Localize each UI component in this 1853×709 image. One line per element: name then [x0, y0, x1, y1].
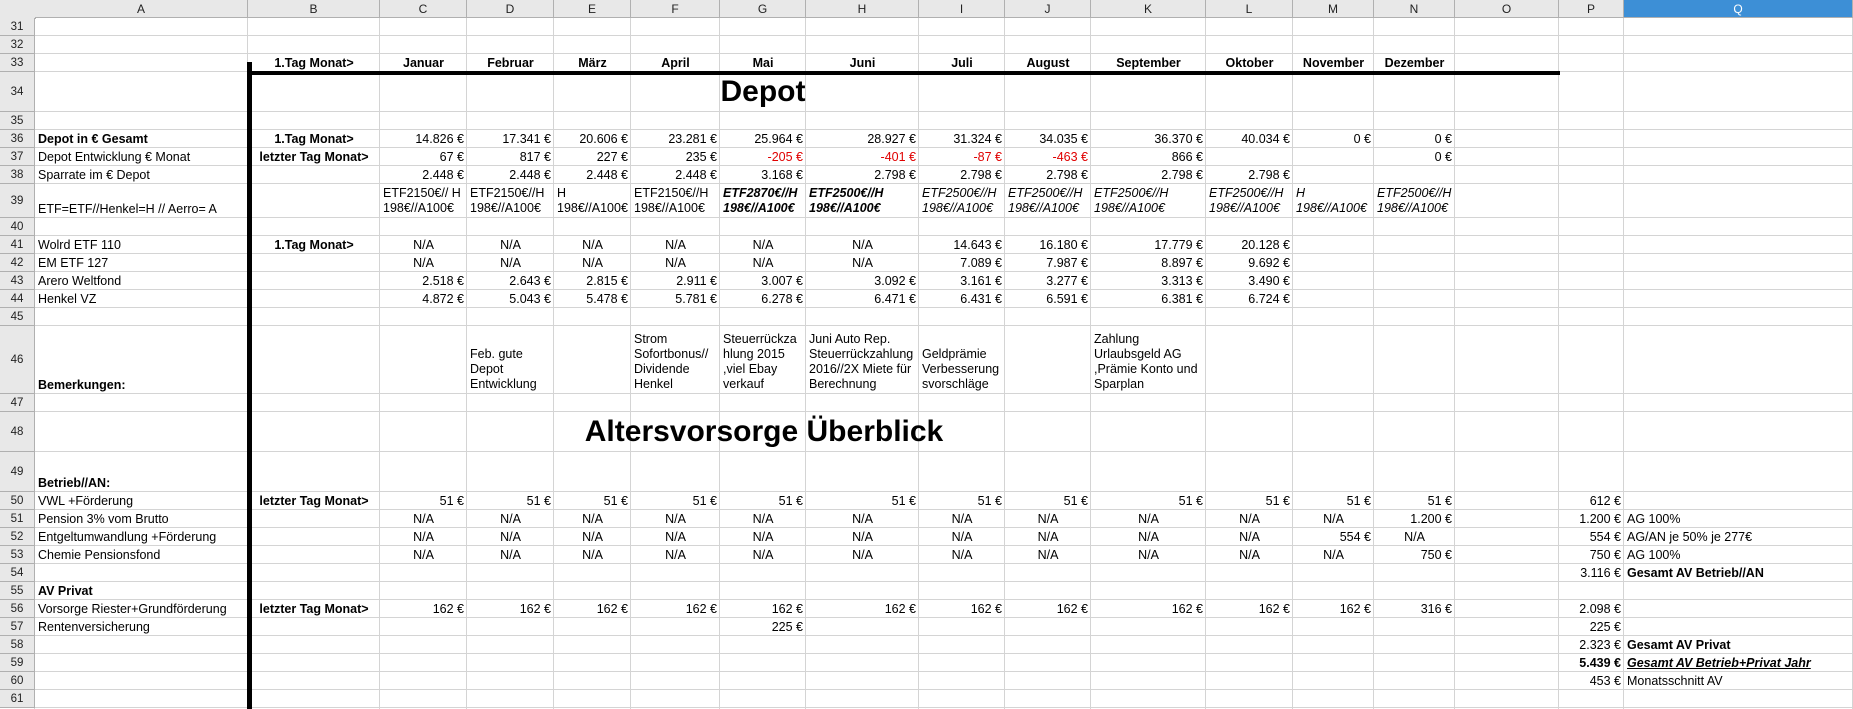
cell-g37[interactable]: -205 €	[767, 150, 803, 164]
month-header-9[interactable]: September	[1116, 56, 1181, 70]
cell-m36[interactable]: 0 €	[1353, 132, 1371, 146]
cell-f46[interactable]: Strom Sofortbonus// Dividende Henkel	[634, 332, 709, 391]
thick-border-horizontal	[250, 71, 1560, 75]
cell-d41[interactable]: N/A	[500, 238, 521, 252]
cell-j51[interactable]: N/A	[1037, 512, 1059, 526]
cell-f37[interactable]: 235 €	[685, 150, 717, 164]
cell-m39[interactable]: H 198€//A100€	[1296, 186, 1367, 215]
cell-i42[interactable]: 7.089 €	[960, 256, 1002, 270]
cell-j39[interactable]: ETF2500€//H 198€//A100€	[1008, 186, 1083, 215]
cell-h37[interactable]: -401 €	[880, 150, 916, 164]
row-header-59[interactable]: 59	[0, 654, 35, 672]
cell-l52[interactable]: N/A	[1239, 530, 1260, 544]
cell-c38[interactable]: 2.448 €	[422, 168, 464, 182]
row-header-49[interactable]: 49	[0, 452, 35, 492]
summary-p59[interactable]: 5.439 €	[1579, 656, 1621, 670]
row-header-37[interactable]: 37	[0, 148, 35, 166]
cell-d56[interactable]: 162 €	[519, 602, 551, 616]
cell-d36[interactable]: 17.341 €	[502, 132, 551, 146]
row-header-46[interactable]: 46	[0, 326, 35, 394]
cell-k56[interactable]: 162 €	[1171, 602, 1203, 616]
cell-f51[interactable]: N/A	[665, 512, 686, 526]
cell-l56[interactable]: 162 €	[1258, 602, 1290, 616]
column-header-c[interactable]: C	[380, 0, 467, 18]
altersvorsorge-title: Altersvorsorge Überblick	[584, 415, 944, 448]
cell-g41[interactable]: N/A	[752, 238, 774, 252]
summary-q58[interactable]: Gesamt AV Privat	[1627, 638, 1731, 652]
summary-p56[interactable]: 2.098 €	[1579, 602, 1621, 616]
row-header-41[interactable]: 41	[0, 236, 35, 254]
cell-g44[interactable]: 6.278 €	[761, 292, 803, 306]
row-header-42[interactable]: 42	[0, 254, 35, 272]
row-header-51[interactable]: 51	[0, 510, 35, 528]
cell-c36[interactable]: 14.826 €	[415, 132, 464, 146]
cell-d43[interactable]: 2.643 €	[509, 274, 551, 288]
cell-l51[interactable]: N/A	[1239, 512, 1260, 526]
cell-f39[interactable]: ETF2150€//H 198€//A100€	[634, 186, 709, 215]
cell-k43[interactable]: 3.313 €	[1161, 274, 1203, 288]
cell-i38[interactable]: 2.798 €	[960, 168, 1002, 182]
label-b41[interactable]: 1.Tag Monat>	[274, 238, 354, 252]
cell-l50[interactable]: 51 €	[1265, 494, 1290, 508]
summary-q52[interactable]: AG/AN je 50% je 277€	[1627, 530, 1753, 544]
cell-k38[interactable]: 2.798 €	[1161, 168, 1203, 182]
column-header-p[interactable]: P	[1559, 0, 1624, 18]
cell-g36[interactable]: 25.964 €	[754, 132, 803, 146]
row-header-47[interactable]: 47	[0, 394, 35, 412]
cell-g52[interactable]: N/A	[752, 530, 774, 544]
cell-l42[interactable]: 9.692 €	[1248, 256, 1290, 270]
cell-f52[interactable]: N/A	[665, 530, 686, 544]
cell-j56[interactable]: 162 €	[1056, 602, 1088, 616]
summary-q54[interactable]: Gesamt AV Betrieb//AN	[1627, 566, 1764, 580]
row-header-55[interactable]: 55	[0, 582, 35, 600]
month-header-1[interactable]: Januar	[403, 56, 444, 70]
label-b37[interactable]: letzter Tag Monat>	[259, 150, 369, 164]
cell-l41[interactable]: 20.128 €	[1241, 238, 1290, 252]
cell-h50[interactable]: 51 €	[891, 494, 916, 508]
cell-e39[interactable]: H 198€//A100€	[557, 186, 628, 215]
cell-g42[interactable]: N/A	[752, 256, 774, 270]
cell-f38[interactable]: 2.448 €	[675, 168, 717, 182]
summary-p54[interactable]: 3.116 €	[1580, 566, 1621, 580]
cell-j36[interactable]: 34.035 €	[1039, 132, 1088, 146]
cell-c53[interactable]: N/A	[413, 548, 434, 562]
cell-i43[interactable]: 3.161 €	[960, 274, 1002, 288]
label-a56[interactable]: Vorsorge Riester+Grundförderung	[38, 602, 227, 616]
row-header-50[interactable]: 50	[0, 492, 35, 510]
cell-c42[interactable]: N/A	[413, 256, 434, 270]
cell-d44[interactable]: 5.043 €	[509, 292, 551, 306]
cell-h38[interactable]: 2.798 €	[874, 168, 916, 182]
cell-e52[interactable]: N/A	[582, 530, 603, 544]
cell-h43[interactable]: 3.092 €	[874, 274, 916, 288]
summary-p57[interactable]: 225 €	[1589, 620, 1621, 634]
label-a37[interactable]: Depot Entwicklung € Monat	[38, 150, 191, 164]
column-header-l[interactable]: L	[1206, 0, 1293, 18]
month-header-12[interactable]: Dezember	[1384, 56, 1445, 70]
month-header-11[interactable]: November	[1302, 56, 1365, 70]
cell-h51[interactable]: N/A	[852, 512, 873, 526]
cell-n39[interactable]: ETF2500€//H 198€//A100€	[1377, 186, 1452, 215]
column-header-b[interactable]: B	[248, 0, 380, 18]
month-header-10[interactable]: Oktober	[1225, 56, 1274, 70]
summary-p53[interactable]: 750 €	[1589, 548, 1621, 562]
label-a51[interactable]: Pension 3% vom Brutto	[38, 512, 169, 526]
cell-k37[interactable]: 866 €	[1171, 150, 1203, 164]
label-a42[interactable]: EM ETF 127	[38, 256, 109, 270]
cell-c44[interactable]: 4.872 €	[422, 292, 464, 306]
cell-g53[interactable]: N/A	[752, 548, 774, 562]
column-header-d[interactable]: D	[467, 0, 554, 18]
row-header-32[interactable]: 32	[0, 36, 35, 54]
row-header-53[interactable]: 53	[0, 546, 35, 564]
row-header-60[interactable]: 60	[0, 672, 35, 690]
row-header-39[interactable]: 39	[0, 184, 35, 218]
cell-j52[interactable]: N/A	[1037, 530, 1059, 544]
cell-c50[interactable]: 51 €	[439, 494, 464, 508]
cell-m51[interactable]: N/A	[1323, 512, 1344, 526]
column-header-k[interactable]: K	[1091, 0, 1206, 18]
row-header-57[interactable]: 57	[0, 618, 35, 636]
summary-p52[interactable]: 554 €	[1589, 530, 1621, 544]
label-a55[interactable]: AV Privat	[38, 584, 93, 598]
column-header-h[interactable]: H	[806, 0, 919, 18]
summary-q53[interactable]: AG 100%	[1627, 548, 1681, 562]
cell-j42[interactable]: 7.987 €	[1046, 256, 1088, 270]
row-header-43[interactable]: 43	[0, 272, 35, 290]
column-header-o[interactable]: O	[1455, 0, 1559, 18]
cell-g46[interactable]: Steuerrückza hlung 2015 ,viel Ebay verkauf	[723, 332, 797, 391]
row-header-36[interactable]: 36	[0, 130, 35, 148]
cell-g56[interactable]: 162 €	[771, 602, 803, 616]
column-header-i[interactable]: I	[919, 0, 1005, 18]
cell-b33-header[interactable]: 1.Tag Monat>	[274, 56, 354, 70]
cell-i50[interactable]: 51 €	[977, 494, 1002, 508]
cell-i36[interactable]: 31.324 €	[953, 132, 1002, 146]
row-header-40[interactable]: 40	[0, 218, 35, 236]
cell-e38[interactable]: 2.448 €	[586, 168, 628, 182]
cell-g57[interactable]: 225 €	[771, 620, 803, 634]
cell-m50[interactable]: 51 €	[1346, 494, 1371, 508]
cell-h44[interactable]: 6.471 €	[874, 292, 916, 306]
cell-k53[interactable]: N/A	[1138, 548, 1159, 562]
cell-n50[interactable]: 51 €	[1427, 494, 1452, 508]
cell-c41[interactable]: N/A	[413, 238, 434, 252]
cell-h56[interactable]: 162 €	[884, 602, 916, 616]
cell-d42[interactable]: N/A	[500, 256, 521, 270]
cell-h36[interactable]: 28.927 €	[867, 132, 916, 146]
cell-j43[interactable]: 3.277 €	[1046, 274, 1088, 288]
cell-k41[interactable]: 17.779 €	[1154, 238, 1203, 252]
cell-k36[interactable]: 36.370 €	[1154, 132, 1203, 146]
cell-g38[interactable]: 3.168 €	[761, 168, 803, 182]
cell-e44[interactable]: 5.478 €	[586, 292, 628, 306]
column-header-j[interactable]: J	[1005, 0, 1091, 18]
cell-c39[interactable]: ETF2150€// H 198€//A100€	[383, 186, 461, 215]
cell-j38[interactable]: 2.798 €	[1046, 168, 1088, 182]
row-header-31[interactable]: 31	[0, 18, 35, 36]
cell-l43[interactable]: 3.490 €	[1248, 274, 1290, 288]
cell-c43[interactable]: 2.518 €	[422, 274, 464, 288]
row-header-33[interactable]: 33	[0, 54, 35, 72]
month-header-5[interactable]: Mai	[752, 56, 774, 70]
column-header-f[interactable]: F	[631, 0, 720, 18]
cell-e37[interactable]: 227 €	[596, 150, 628, 164]
row-header-35[interactable]: 35	[0, 112, 35, 130]
column-header-e[interactable]: E	[554, 0, 631, 18]
summary-q60[interactable]: Monatsschnitt AV	[1627, 674, 1723, 688]
cell-m53[interactable]: N/A	[1323, 548, 1344, 562]
label-b56[interactable]: letzter Tag Monat>	[259, 602, 369, 616]
cell-h53[interactable]: N/A	[852, 548, 873, 562]
cell-f36[interactable]: 23.281 €	[668, 132, 717, 146]
column-header-q[interactable]: Q	[1624, 0, 1853, 18]
month-header-4[interactable]: April	[661, 56, 690, 70]
label-b50[interactable]: letzter Tag Monat>	[259, 494, 369, 508]
cell-i51[interactable]: N/A	[951, 512, 973, 526]
cell-e53[interactable]: N/A	[582, 548, 603, 562]
cell-e43[interactable]: 2.815 €	[586, 274, 628, 288]
cell-i56[interactable]: 162 €	[970, 602, 1002, 616]
cell-i41[interactable]: 14.643 €	[953, 238, 1002, 252]
cell-d38[interactable]: 2.448 €	[509, 168, 551, 182]
label-a53[interactable]: Chemie Pensionsfond	[38, 548, 161, 562]
row-header-56[interactable]: 56	[0, 600, 35, 618]
month-header-8[interactable]: August	[1026, 56, 1070, 70]
cell-h42[interactable]: N/A	[852, 256, 873, 270]
cell-d51[interactable]: N/A	[500, 512, 521, 526]
row-header-38[interactable]: 38	[0, 166, 35, 184]
cell-i46[interactable]: Geldprämie Verbesserung svorschläge	[922, 347, 1000, 391]
summary-p50[interactable]: 612 €	[1589, 494, 1621, 508]
cell-e50[interactable]: 51 €	[603, 494, 628, 508]
cell-g51[interactable]: N/A	[752, 512, 774, 526]
cell-i52[interactable]: N/A	[951, 530, 973, 544]
cell-k42[interactable]: 8.897 €	[1161, 256, 1203, 270]
row-header-52[interactable]: 52	[0, 528, 35, 546]
cell-g39[interactable]: ETF2870€//H 198€//A100€	[723, 186, 798, 215]
cell-e42[interactable]: N/A	[582, 256, 603, 270]
cell-g43[interactable]: 3.007 €	[761, 274, 803, 288]
cell-n52[interactable]: N/A	[1404, 530, 1425, 544]
cell-n37[interactable]: 0 €	[1434, 150, 1452, 164]
cell-f56[interactable]: 162 €	[685, 602, 717, 616]
cell-n51[interactable]: 1.200 €	[1410, 512, 1452, 526]
select-all-corner[interactable]	[0, 0, 36, 19]
month-header-3[interactable]: März	[578, 56, 607, 70]
cell-j41[interactable]: 16.180 €	[1039, 238, 1088, 252]
cell-h39[interactable]: ETF2500€//H 198€//A100€	[809, 186, 884, 215]
cell-d46[interactable]: Feb. gute Depot Entwicklung	[470, 347, 537, 391]
column-header-n[interactable]: N	[1374, 0, 1455, 18]
cell-j50[interactable]: 51 €	[1063, 494, 1088, 508]
cell-e51[interactable]: N/A	[582, 512, 603, 526]
cell-l53[interactable]: N/A	[1239, 548, 1260, 562]
cell-c37[interactable]: 67 €	[439, 150, 464, 164]
cell-d50[interactable]: 51 €	[526, 494, 551, 508]
row-header-34[interactable]: 34	[0, 72, 35, 112]
cell-e36[interactable]: 20.606 €	[579, 132, 628, 146]
cell-i44[interactable]: 6.431 €	[960, 292, 1002, 306]
cell-h52[interactable]: N/A	[852, 530, 873, 544]
cell-f42[interactable]: N/A	[665, 256, 686, 270]
cell-l38[interactable]: 2.798 €	[1248, 168, 1290, 182]
label-a50[interactable]: VWL +Förderung	[38, 494, 134, 508]
cell-n53[interactable]: 750 €	[1420, 548, 1452, 562]
cell-d37[interactable]: 817 €	[519, 150, 551, 164]
cell-k51[interactable]: N/A	[1138, 512, 1159, 526]
row-header-45[interactable]: 45	[0, 308, 35, 326]
summary-p58[interactable]: 2.323 €	[1579, 638, 1621, 652]
row-header-48[interactable]: 48	[0, 412, 35, 452]
cell-f44[interactable]: 5.781 €	[675, 292, 717, 306]
cell-j44[interactable]: 6.591 €	[1046, 292, 1088, 306]
cell-f43[interactable]: 2.911 €	[676, 274, 717, 288]
cell-k52[interactable]: N/A	[1138, 530, 1159, 544]
cell-l36[interactable]: 40.034 €	[1241, 132, 1290, 146]
month-header-2[interactable]: Februar	[487, 56, 534, 70]
cell-h46[interactable]: Juni Auto Rep. Steuerrückzahlung 2016//2X Miete für Berechnung	[809, 332, 914, 391]
cell-k44[interactable]: 6.381 €	[1161, 292, 1203, 306]
row-header-58[interactable]: 58	[0, 636, 35, 654]
cell-c51[interactable]: N/A	[413, 512, 434, 526]
label-a38[interactable]: Sparrate im € Depot	[38, 168, 150, 182]
cell-k50[interactable]: 51 €	[1178, 494, 1203, 508]
column-header-g[interactable]: G	[720, 0, 806, 18]
cell-n56[interactable]: 316 €	[1420, 602, 1452, 616]
label-a44[interactable]: Henkel VZ	[38, 292, 97, 306]
month-header-7[interactable]: Juli	[951, 56, 973, 70]
cell-n36[interactable]: 0 €	[1434, 132, 1452, 146]
cell-l39[interactable]: ETF2500€//H 198€//A100€	[1209, 186, 1284, 215]
cell-f41[interactable]: N/A	[665, 238, 686, 252]
label-a46[interactable]: Bemerkungen:	[38, 378, 126, 392]
cell-e56[interactable]: 162 €	[596, 602, 628, 616]
cell-h41[interactable]: N/A	[852, 238, 873, 252]
cell-m56[interactable]: 162 €	[1339, 602, 1371, 616]
row-header-44[interactable]: 44	[0, 290, 35, 308]
row-header-54[interactable]: 54	[0, 564, 35, 582]
label-a49[interactable]: Betrieb//AN:	[38, 476, 111, 490]
summary-q59[interactable]: Gesamt AV Betrieb+Privat Jahr	[1627, 656, 1811, 670]
cell-d39[interactable]: ETF2150€//H 198€//A100€	[470, 186, 545, 215]
label-a52[interactable]: Entgeltumwandlung +Förderung	[38, 530, 217, 544]
month-header-6[interactable]: Juni	[849, 56, 876, 70]
column-header-m[interactable]: M	[1293, 0, 1374, 18]
cell-i53[interactable]: N/A	[951, 548, 973, 562]
row-header-61[interactable]: 61	[0, 690, 35, 708]
cell-f50[interactable]: 51 €	[692, 494, 717, 508]
cell-f53[interactable]: N/A	[665, 548, 686, 562]
cell-e41[interactable]: N/A	[582, 238, 603, 252]
cell-c52[interactable]: N/A	[413, 530, 434, 544]
label-a43[interactable]: Arero Weltfond	[38, 274, 122, 288]
label-a57[interactable]: Rentenversicherung	[38, 620, 150, 634]
cell-j37[interactable]: -463 €	[1052, 150, 1088, 164]
cell-d53[interactable]: N/A	[500, 548, 521, 562]
column-header-a[interactable]: A	[35, 0, 248, 18]
label-a41[interactable]: Wolrd ETF 110	[38, 238, 121, 252]
cell-k46[interactable]: Zahlung Urlaubsgeld AG ,Prämie Konto und Sparplan	[1094, 332, 1198, 391]
cell-l44[interactable]: 6.724 €	[1248, 292, 1290, 306]
summary-p51[interactable]: 1.200 €	[1579, 512, 1621, 526]
summary-q51[interactable]: AG 100%	[1627, 512, 1681, 526]
depot-title: Depot	[720, 75, 806, 108]
cell-c56[interactable]: 162 €	[432, 602, 464, 616]
cell-d52[interactable]: N/A	[500, 530, 521, 544]
cell-i39[interactable]: ETF2500€//H 198€//A100€	[922, 186, 997, 215]
cell-i37[interactable]: -87 €	[973, 150, 1002, 164]
summary-p60[interactable]: 453 €	[1589, 674, 1621, 688]
cell-j53[interactable]: N/A	[1037, 548, 1059, 562]
cell-m52[interactable]: 554 €	[1339, 530, 1371, 544]
label-b36[interactable]: 1.Tag Monat>	[274, 132, 354, 146]
cell-k39[interactable]: ETF2500€//H 198€//A100€	[1094, 186, 1169, 215]
label-a36[interactable]: Depot in € Gesamt	[38, 132, 148, 146]
cell-g50[interactable]: 51 €	[778, 494, 803, 508]
label-a39[interactable]: ETF=ETF//Henkel=H // Aerro= A	[38, 202, 217, 216]
